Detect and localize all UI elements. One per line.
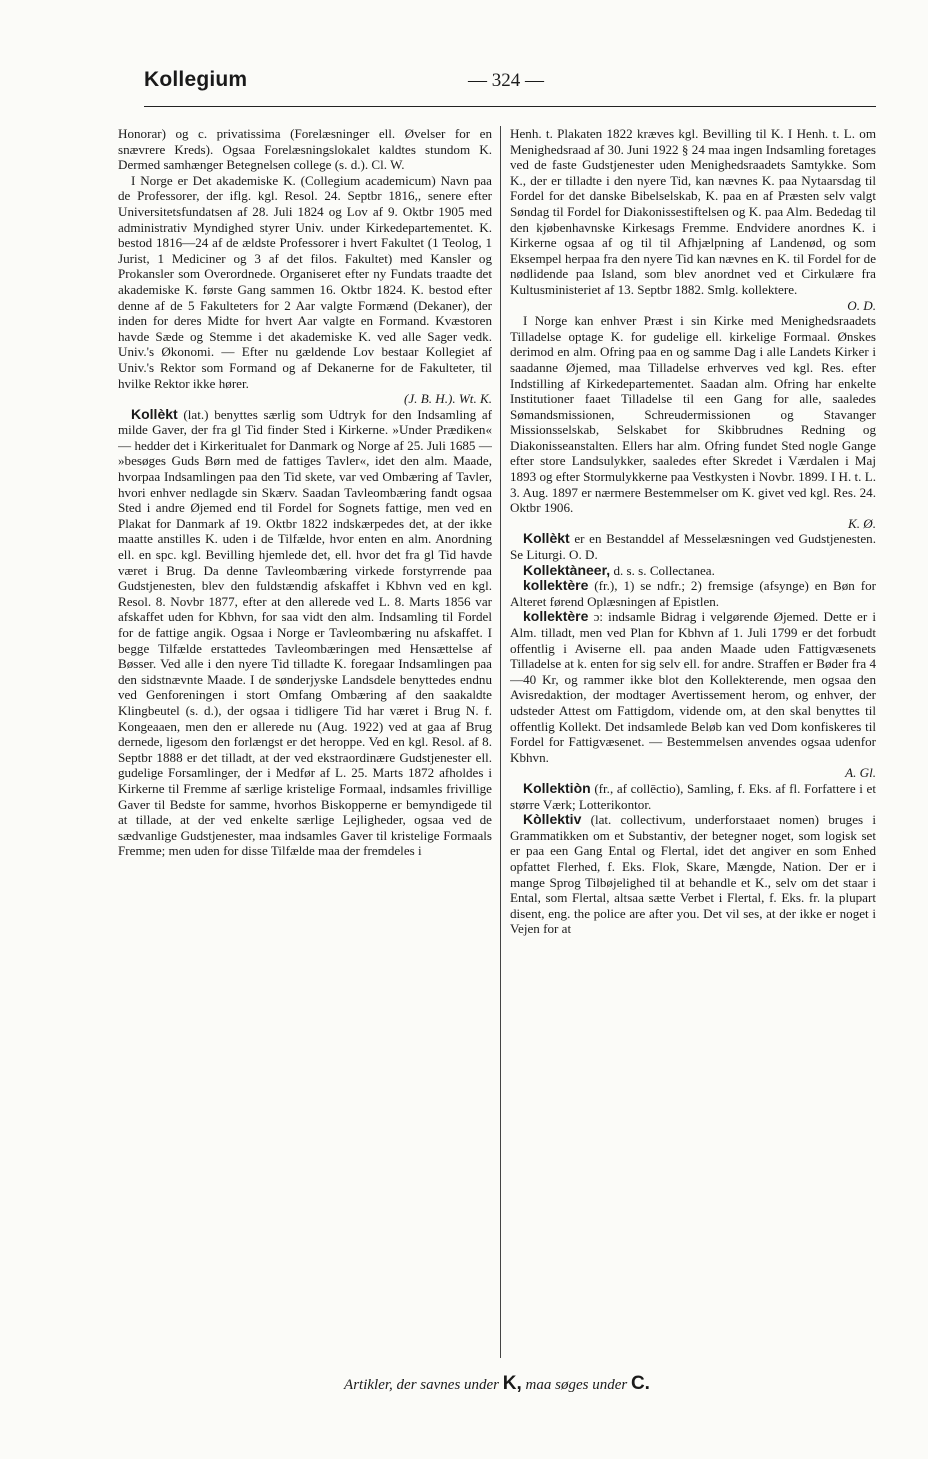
author-signature: A. Gl. (845, 765, 876, 781)
header-rule (144, 106, 876, 107)
footer-letter-k: K, (502, 1373, 522, 1394)
paragraph: Honorar) og c. privatissima (Forelæsninger ell. Øvelser for en snævrere Kreds). Ogsaa Forelæsningslokalet kaldtes stundom K. Dermed samhænger Betegnelsen college (s. d.). Cl. W. (118, 126, 492, 173)
author-signature: K. Ø. (847, 515, 876, 531)
paragraph: I Norge kan enhver Præst i sin Kirke med Menighedsraadets Tilladelse optage K. for gudelige ell. kirkelige Formaal. Ønskes derimod en alm. Ofring paa en og samme Dag i alle Landets Kirker i saadanne Øjemed, maa Tilladelse erhverves ved kgl. Res. efter Indstilling af Kirkedepartementet. Saadan alm. Ofring har enkelte Institutioner faaet Tilladelse til een Gang for alle, saaledes Sømandsmissionen, Schreudermissionen og Stavanger Missionsselskab, Selskabet for Skibbrudnes Redning og Diakonisseanstalten. Ellers har alm. Ofring fundet Sted nogle Gange efter store Landsulykker, saaledes efter Skredet i Værdalen i Maj 1893 og efter Stormulykkerne paa Vestkysten i Novbr. 1899. I H. t. L. 3. Aug. 1897 er nærmere Bestemmelser om K. givet ved kgl. Res. 24. Oktbr 1906. (510, 313, 876, 516)
right-column (510, 126, 876, 1358)
paragraph: I Norge er Det akademiske K. (Collegium academicum) Navn paa de Professorer, der iflg. kgl. Resol. 24. Septbr 1816,, senere efter Universitetsfundatsen af 28. Juli 1824 og Lov af 9. Oktbr 1905 med administrativ Myndighed styrer Univ. under Kirkedepartementet. K. bestod 1816—24 af de ældste Professorer i hvert Fakultet (1 Teolog, 1 Jurist, 1 Mediciner og 3 af det filos. Fakultet) med Kansler og Prokansler som Overordnede. Organiseret efter ny Fundats traadte det akademiske K. første Gang sammen 16. Oktbr 1824. K. bestod efter denne af de 5 Fakulteters for 2 Aar valgte Formænd (Dekaner), der inden for deres Midte for hvert Aar valgte en Formand. Kvæstoren havde Sæde og Stemme i det akademiske K. ved alle Sager vedk. Univ.'s Økonomi. — Efter nu gældende Lov bestaar Kollegiet af Univ.'s Rektor som Formand og af Dekanerne for de Fakulteter, til hvilke Rektor ikke hører. (118, 172, 492, 391)
entry-text: (fr.), 1) se ndfr.; 2) fremsige (afsynge) en Bøn for Alteret førend Oplæsningen af Epistlen. (510, 578, 876, 609)
headword: kollektère (523, 577, 589, 594)
footer-note (118, 1373, 876, 1395)
headword: Kollektàneer, (523, 561, 611, 578)
author-signature: O. D. (847, 297, 876, 313)
running-title: Kollegium (144, 68, 248, 91)
entry-text: d. s. s. Collectanea. (613, 562, 715, 578)
entry-text: er en Bestanddel af Messelæsningen ved Gudstjenesten. Se Liturgi. O. D. (510, 531, 876, 563)
entry-kollektere-1 (510, 578, 876, 609)
headword: Kollèkt (131, 405, 178, 422)
entry-kollekt (118, 407, 492, 859)
entry-text: (fr., af collēctio), Samling, f. Eks. af fl. Forfattere i et større Værk; Lotterikontor. (510, 780, 876, 812)
column-divider (500, 126, 501, 1358)
page-number: — 324 — (468, 70, 544, 91)
entry-kollektaneer (510, 563, 876, 579)
entry-text: (lat.) benyttes særlig som Udtryk for den Indsamling af milde Gaver, der fra gl Tid finder Sted i Kirkerne. »Under Prædiken« — hedder det i Kirkeritualet for Danmark og Norge af 25. Juli 1685 — »besøges Guds Børn med de fattiges Tavler«, idet den alm. Maade, hvorpaa Indsamlingen paa den Tid skete, var ved Ombæring af Tavler, hvori enhver nedlagde sin Skærv. Saadan Tavleombæring fandt ogsaa Sted i andre Øjemed end til Fordel for Sognets fattige, men ved en Plakat for Danmark af 19. Oktbr 1822 indskærpedes det, at der ikke maatte anstilles K. uden i de Tilfælde, hvor enten en alm. Anordning ell. en spc. kgl. Bevilling hjemlede det, ell. hvor det fra gl Tid havde været i Brug. Da denne Tavleombæring virkede forstyrrende paa Gudstjenesten, blev den fuldstændig afskaffet i Kbhvn ved en kgl. Resol. 8. Novbr 1877, efter at den allerede ved L. 8. Marts 1856 var afskaffet uden for Kbhvn, for saa vidt den alm. Indsamling til Fordel for de fattige angik. Ogsaa i Norge er Tavleombæring nu afskaffet. I begge Tilfælde erstattedes Tavleombæringen med Hensættelse af Bøsser. Ved alle i den nyere Tid tilladte K. foregaar Indsamlingen paa den sidstnævnte Maade. I de sønderjyske Landsdele benyttedes endnu ved Genforeningen i stort Omfang Ombæring af den saakaldte Klingbeutel (s. d.), der ogsaa i tidligere Tid har været i Brug N. f. Kongeaaen, men den er allerede nu (Aug. 1922) ved at gaa af Brug dernede, ligesom den forlængst er det heroppe. Ved en kgl. Resol. af 8. Septbr 1888 er det tilladt, at der ved ekstraordinære Gudstjenester ell. gudelige Forsamlinger, der i Medfør af L. 25. Marts 1872 afholdes i Kirkerne til Fremme af særlige kristelige Formaal, indsamles frivillige Gaver til Bedste for samme, hvorhos Biskopperne er bemyndigede til at tillade, at der ved enkelte særlige Lejligheder, ogsaa ved de sædvanlige Gudstjenester, maa indsamles Gaver til kristelige Formaals Fremme; men uden for disse Tilfælde maa der fremdeles i (118, 406, 492, 859)
headword: Kollèkt (523, 530, 570, 547)
footer-text: maa søges under (525, 1377, 628, 1393)
left-column (118, 126, 492, 1358)
running-header (144, 68, 876, 100)
footer-text: Artikler, der savnes under (344, 1377, 500, 1393)
headword: Kollektiòn (523, 779, 591, 796)
footer-letter-c: C. (630, 1373, 650, 1394)
entry-kollektion (510, 781, 876, 812)
headword: Kòllektiv (523, 811, 582, 828)
entry-kollektere-2 (510, 609, 876, 765)
headword: kollektère (523, 608, 589, 625)
author-signature: (J. B. H.). Wt. K. (404, 391, 492, 407)
paragraph: Henh. t. Plakaten 1822 kræves kgl. Bevilling til K. I Henh. t. L. om Menighedsraad af 30. Juni 1922 § 24 maa ingen Indsamling foretages ved de faste Gudstjenester uden Menighedsraadets Samtykke. Som K., der er tilladte i den nyere Tid, kan nævnes K. paa Nytaarsdag til Fordel for det danske Bibelselskab, K. paa en af Præsten selv valgt Søndag til Fordel for Diakonissestiftelsen og K. paa Alm. Bededag til den kjøbenhavnske Kirkesags Fremme. Endvidere anordnes K. i Kirkerne ogsaa af og til til Afhjælpning af Landenød, og som Eksempel herpaa fra den nyere Tid kan nævnes en K. til Fordel for de nødlidende paa Island, som blev anordnet ved et Cirkulære fra Kultusministeriet af 13. Septbr 1882. Smlg. kollektere. (510, 126, 876, 297)
entry-kollekt-2 (510, 531, 876, 562)
entry-kollektiv (510, 812, 876, 937)
entry-text: ɔ: indsamle Bidrag i velgørende Øjemed. Dette er i Alm. tilladt, men ved Plan for Kbhvn af 1. Juli 1799 er det forbudt offentlig i Aviserne ell. paa anden Maade uden Fattigvæsenets Tilladelse at k. enten for sig selv ell. for andre. Straffen er Bøder fra 4—40 Kr, og rammer ikke blot den Kollekterende, men ogsaa den Avisredaktion, der modtager Avertissement herom, og enhver, der udsteder Attest om Fattigdom, vidende om, at den skal benyttes til offentlig Kollekt. Det indsamlede Beløb kan ved Dom konfiskeres til Fordel for Fattigvæsenet. — Bestemmelsen anvendes ogsaa udenfor Kbhvn. (510, 609, 876, 765)
entry-text: (lat. collectivum, underforstaaet nomen) bruges i Grammatikken om et Substantiv, der betegner noget, som logisk set er paa een Gang Ental og Flertal, idet det angiver en som Enhed opfattet Flerhed, f. Eks. Flok, Skare, Mængde, Nation. Der er i mange Sprog Tilbøjelighed til at behandle et K., selv om det staar i Ental, som Flertal, altsaa sætte Verbet i Flertal, f. Eks. fr. la plupart disent, eng. the police are after you. Det vil ses, at der ikke er noget i Vejen for at (510, 812, 876, 937)
